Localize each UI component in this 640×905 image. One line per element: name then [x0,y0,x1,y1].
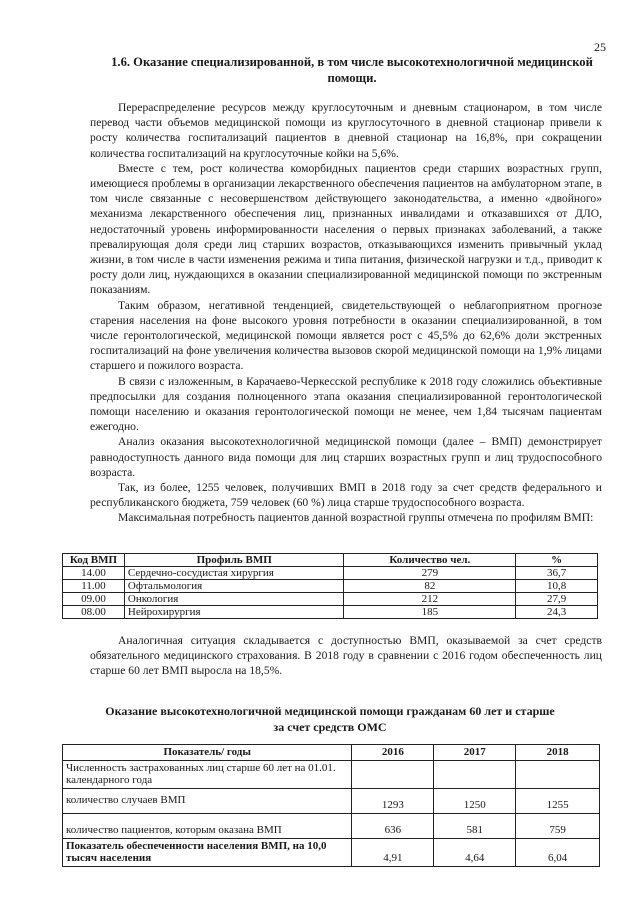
table-cell: Нейрохирургия [124,606,344,619]
body-text-middle [90,633,602,679]
paragraph: Перераспределение ресурсов между круглосуточным и дневным стационаром, в том числе перевод части объемов медицинской помощи из круглосуточного в дневной стационар привели к росту количества госпитализаций пациентов в дневной стационар на 16,8%, при сокращении количества госпитализаций на круглосуточные койки на 5,6%. [90,101,602,160]
table-cell: 185 [344,606,516,619]
page-number: 25 [594,40,606,54]
table-row [63,567,598,580]
table-cell [352,760,434,788]
table-row [63,593,598,606]
table-row [63,788,600,813]
table-cell: Показатель обеспеченности населения ВМП, на 10,0 тысяч населения [63,838,352,866]
vmp-profile-table [62,553,598,619]
table-cell: 08.00 [63,606,125,619]
table-cell: 636 [352,813,434,838]
column-header: 2017 [434,745,516,761]
table-cell [516,760,600,788]
column-header: Количество чел. [344,554,516,567]
table-cell: 82 [344,580,516,593]
table-header-row [63,745,600,761]
table-cell: 10,8 [516,580,598,593]
table-cell: 4,91 [352,838,434,866]
paragraph: Таким образом, негативной тенденцией, свидетельствующей о неблагоприятном прогнозе старения населения на фоне высокого уровня потребности в оказании специализированной, в том числе геронтологической, медицинской помощи является рост с 45,5% до 62,6% доли экстренных госпитализаций на фоне увеличения количества вызовов скорой медицинской помощи на 1,9% лицами старшего и пожилого возраста. [90,298,602,373]
table-cell: 212 [344,593,516,606]
table-cell: 27,9 [516,593,598,606]
table-cell: 11.00 [63,580,125,593]
paragraph: В связи с изложенным, в Карачаево-Черкесской республике к 2018 году сложились объективные предпосылки для создания полноценного этапа оказания специализированной геронтологической помощи населению и оказания геронтологической помощи не менее, чем 1,84 тысячам пациентам ежегодно. [90,374,602,434]
column-header: Код ВМП [63,554,125,567]
table-cell: количество пациентов, которым оказана ВМП [63,813,352,838]
table-cell: 581 [434,813,516,838]
table-cell: 1250 [434,788,516,813]
column-header: Профиль ВМП [124,554,344,567]
table-cell: Численность застрахованных лиц старше 60 лет на 01.01. календарного года [63,760,352,788]
table-cell: 36,7 [516,567,598,580]
table-cell: 4,64 [434,838,516,866]
table-cell: 09.00 [63,593,125,606]
table-cell: Сердечно-сосудистая хирургия [124,567,344,580]
paragraph: Аналогичная ситуация складывается с доступностью ВМП, оказываемой за счет средств обязательного медицинского страхования. В 2018 году в сравнении с 2016 годом обеспеченность лиц старше 60 лет ВМП выросла на 18,5%. [90,634,602,678]
section-title: 1.6. Оказание специализированной, в том числе высокотехнологичной медицинской помощи. [111,55,593,85]
column-header: % [516,554,598,567]
column-header: 2016 [352,745,434,761]
table-cell: 759 [516,813,600,838]
table-row [63,606,598,619]
body-text-top [90,100,602,526]
table-cell: 14.00 [63,567,125,580]
table-cell: 6,04 [516,838,600,866]
table-row [63,760,600,788]
table-row [63,580,598,593]
table-header-row [63,554,598,567]
paragraph: Максимальная потребность пациентов данной возрастной группы отмечена по профилям ВМП: [118,511,594,525]
table-cell [434,760,516,788]
table-cell: 1255 [516,788,600,813]
table-row [63,838,600,866]
table-cell: Офтальмология [124,580,344,593]
paragraph: Так, из более, 1255 человек, получивших ВМП в 2018 году за счет средств федерального и республиканского бюджета, 759 человек (60 %) лица старше трудоспособного возраста. [90,481,602,510]
table-cell: 1293 [352,788,434,813]
column-header: 2018 [516,745,600,761]
column-header: Показатель/ годы [63,745,352,761]
table-cell: 24,3 [516,606,598,619]
table-cell: 279 [344,567,516,580]
table-cell: количество случаев ВМП [63,788,352,813]
table-cell: Онкология [124,593,344,606]
paragraph: Вместе с тем, рост количества коморбидных пациентов среди старших возрастных групп, имеющиеся проблемы в организации лекарственного обеспечения пациентов на амбулаторном этапе, в том числе связанные с несовершенством действующего законодательства, а именно «двойного» механизма лекарственного обеспечения лиц, признанных инвалидами и отказавшихся от ДЛО, недостаточный уровень информированности населения о первых признаках заболеваний, а также превалирующая доля среди лиц старших возрастов, отказывающихся изменить привычный уклад жизни, в том числе в части изменения режима и типа питания, физической нагрузки и т.д., приводит к росту доли лиц, нуждающихся в оказании специализированной медицинской помощи по экстренным показаниям. [90,161,602,297]
paragraph: Анализ оказания высокотехнологичной медицинской помощи (далее – ВМП) демонстрирует равнодоступность данного вида помощи для лиц старших возрастных групп и лиц трудоспособного возраста. [90,435,602,479]
oms-vmp-table [62,744,600,867]
oms-table-title: Оказание высокотехнологичной медицинской помощи гражданам 60 лет и старше за счет средств ОМС [105,704,555,734]
table-row [63,813,600,838]
